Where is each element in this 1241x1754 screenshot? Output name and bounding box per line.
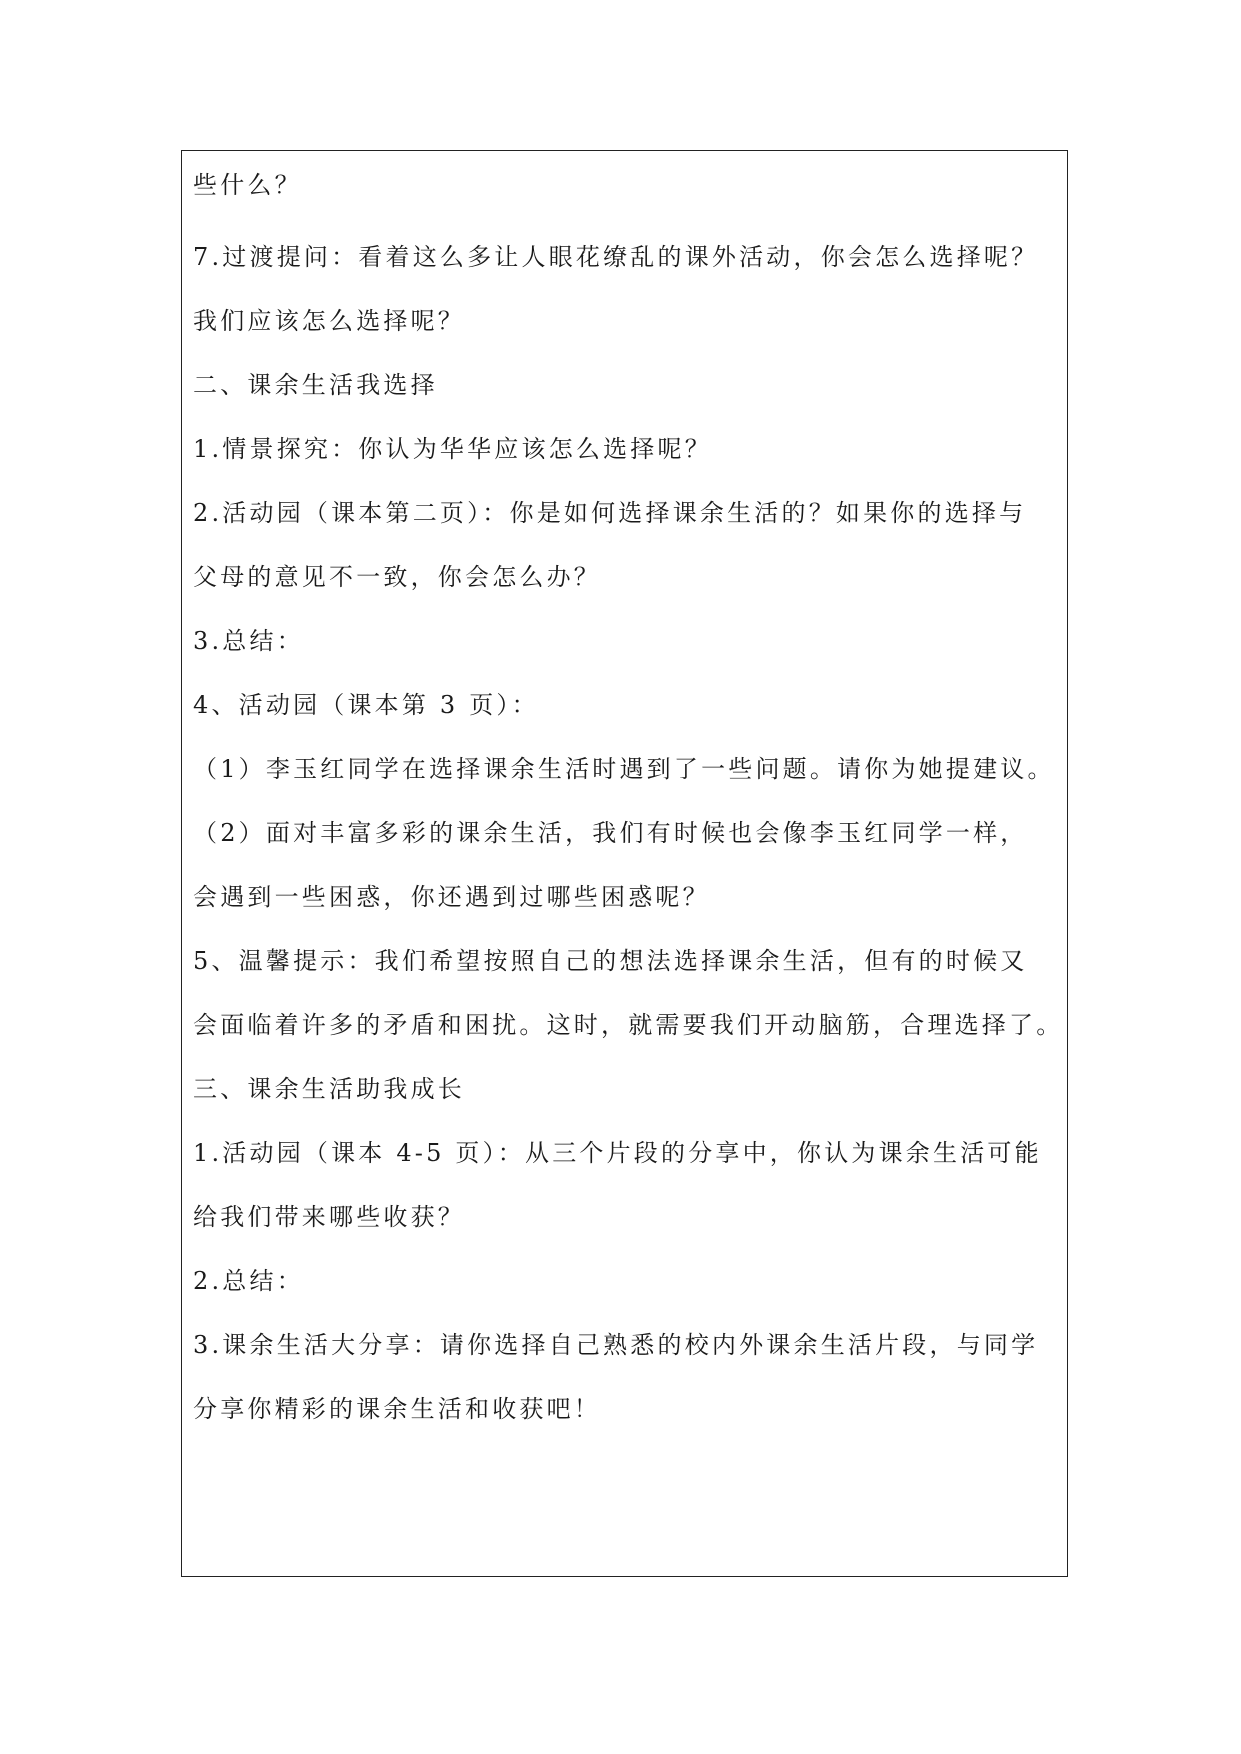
table-cell-frame <box>181 150 1068 1577</box>
text-line: 我们应该怎么选择呢？ <box>193 307 465 335</box>
text-line: 5、温馨提示：我们希望按照自己的想法选择课余生活，但有的时候又 <box>193 947 1028 975</box>
text-line: （1）李玉红同学在选择课余生活时遇到了一些问题。请你为她提建议。 <box>193 755 1055 783</box>
text-line: 7.过渡提问：看着这么多让人眼花缭乱的课外活动，你会怎么选择呢？ <box>193 243 1039 271</box>
text-line: 1.情景探究：你认为华华应该怎么选择呢？ <box>193 435 712 463</box>
text-line: 分享你精彩的课余生活和收获吧！ <box>193 1395 601 1423</box>
text-line: 给我们带来哪些收获？ <box>193 1203 465 1231</box>
text-line: 些什么？ <box>193 171 302 199</box>
text-line: 父母的意见不一致，你会怎么办？ <box>193 563 601 591</box>
text-line: 2.总结： <box>193 1267 304 1295</box>
text-line: 4、活动园（课本第 3 页）： <box>193 691 539 719</box>
text-line: 3.总结： <box>193 627 304 655</box>
text-line: 会遇到一些困惑，你还遇到过哪些困惑呢？ <box>193 883 710 911</box>
text-line: 1.活动园（课本 4-5 页）：从三个片段的分享中，你认为课余生活可能 <box>193 1139 1042 1167</box>
text-line: （2）面对丰富多彩的课余生活，我们有时候也会像李玉红同学一样， <box>193 819 1028 847</box>
text-line: 会面临着许多的矛盾和困扰。这时，就需要我们开动脑筋，合理选择了。 <box>193 1011 1064 1039</box>
section-heading: 三、课余生活助我成长 <box>193 1075 465 1103</box>
text-line: 3.课余生活大分享：请你选择自己熟悉的校内外课余生活片段，与同学 <box>193 1331 1039 1359</box>
section-heading: 二、课余生活我选择 <box>193 371 438 399</box>
text-line: 2.活动园（课本第二页）：你是如何选择课余生活的？如果你的选择与 <box>193 499 1027 527</box>
